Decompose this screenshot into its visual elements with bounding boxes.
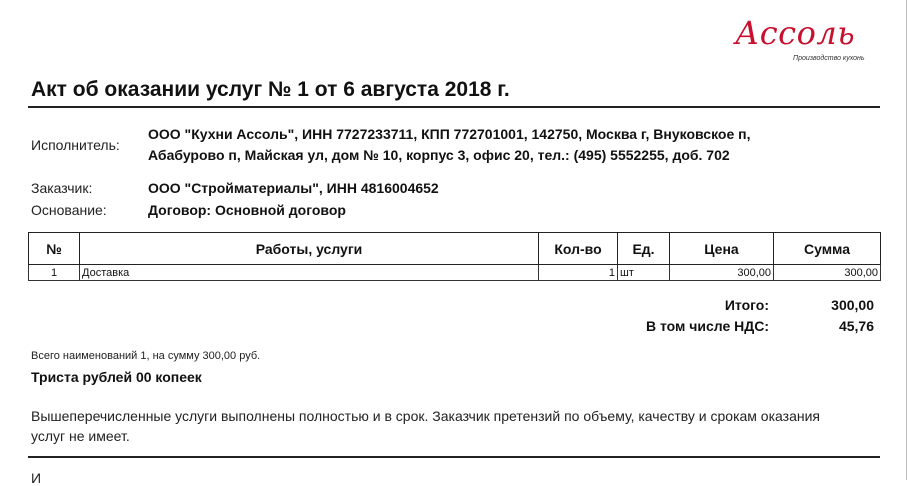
- company-logo: [735, 14, 885, 66]
- customer-label: Заказчик:: [31, 180, 93, 196]
- basis-value: Договор: Основной договор: [148, 202, 346, 218]
- truncated-text: И: [31, 470, 42, 486]
- vat-value: 45,76: [838, 318, 874, 334]
- logo-tagline: Производство кухонь: [793, 55, 865, 62]
- bottom-divider: [28, 456, 880, 458]
- completion-statement: Вышеперечисленные услуги выполнены полностью и в срок. Заказчик претензий по объему, качеству и срокам оказания услуг не имеет.: [31, 408, 820, 444]
- logo-wordmark: Ассоль: [735, 14, 856, 52]
- column-header-number: №: [29, 233, 80, 265]
- table-row: [29, 265, 881, 281]
- row-unit: шт: [618, 265, 670, 281]
- table-header-row: [29, 233, 881, 265]
- vat-label: В том числе НДС:: [645, 318, 769, 334]
- total-label: Итого:: [724, 297, 769, 313]
- row-sum: 300,00: [774, 265, 881, 281]
- customer-value: ООО "Стройматериалы", ИНН 4816004652: [148, 180, 439, 196]
- sum-in-words: Триста рублей 00 копеек: [31, 369, 202, 385]
- executor-line-1: ООО "Кухни Ассоль", ИНН 7727233711, КПП 772701001, 142750, Москва г, Внуковское п,: [148, 126, 751, 142]
- row-number: 1: [29, 265, 80, 281]
- basis-label: Основание:: [31, 202, 107, 218]
- row-service-name: Доставка: [80, 265, 539, 281]
- document-title: Акт об оказании услуг № 1 от 6 августа 2018 г.: [31, 78, 510, 101]
- column-header-sum: Сумма: [774, 233, 881, 265]
- total-value: 300,00: [831, 297, 874, 313]
- executor-line-2: Абабурово п, Майская ул, дом № 10, корпус 3, офис 20, тел.: (495) 5552255, доб. 702: [148, 147, 730, 163]
- items-summary: Всего наименований 1, на сумму 300,00 руб.: [31, 350, 261, 362]
- column-header-price: Цена: [670, 233, 774, 265]
- column-header-quantity: Кол-во: [539, 233, 618, 265]
- title-divider: [28, 106, 880, 108]
- row-quantity: 1: [539, 265, 618, 281]
- column-header-services: Работы, услуги: [80, 233, 539, 265]
- executor-label: Исполнитель:: [31, 137, 120, 153]
- row-price: 300,00: [670, 265, 774, 281]
- services-table: [28, 232, 881, 281]
- column-header-unit: Ед.: [618, 233, 670, 265]
